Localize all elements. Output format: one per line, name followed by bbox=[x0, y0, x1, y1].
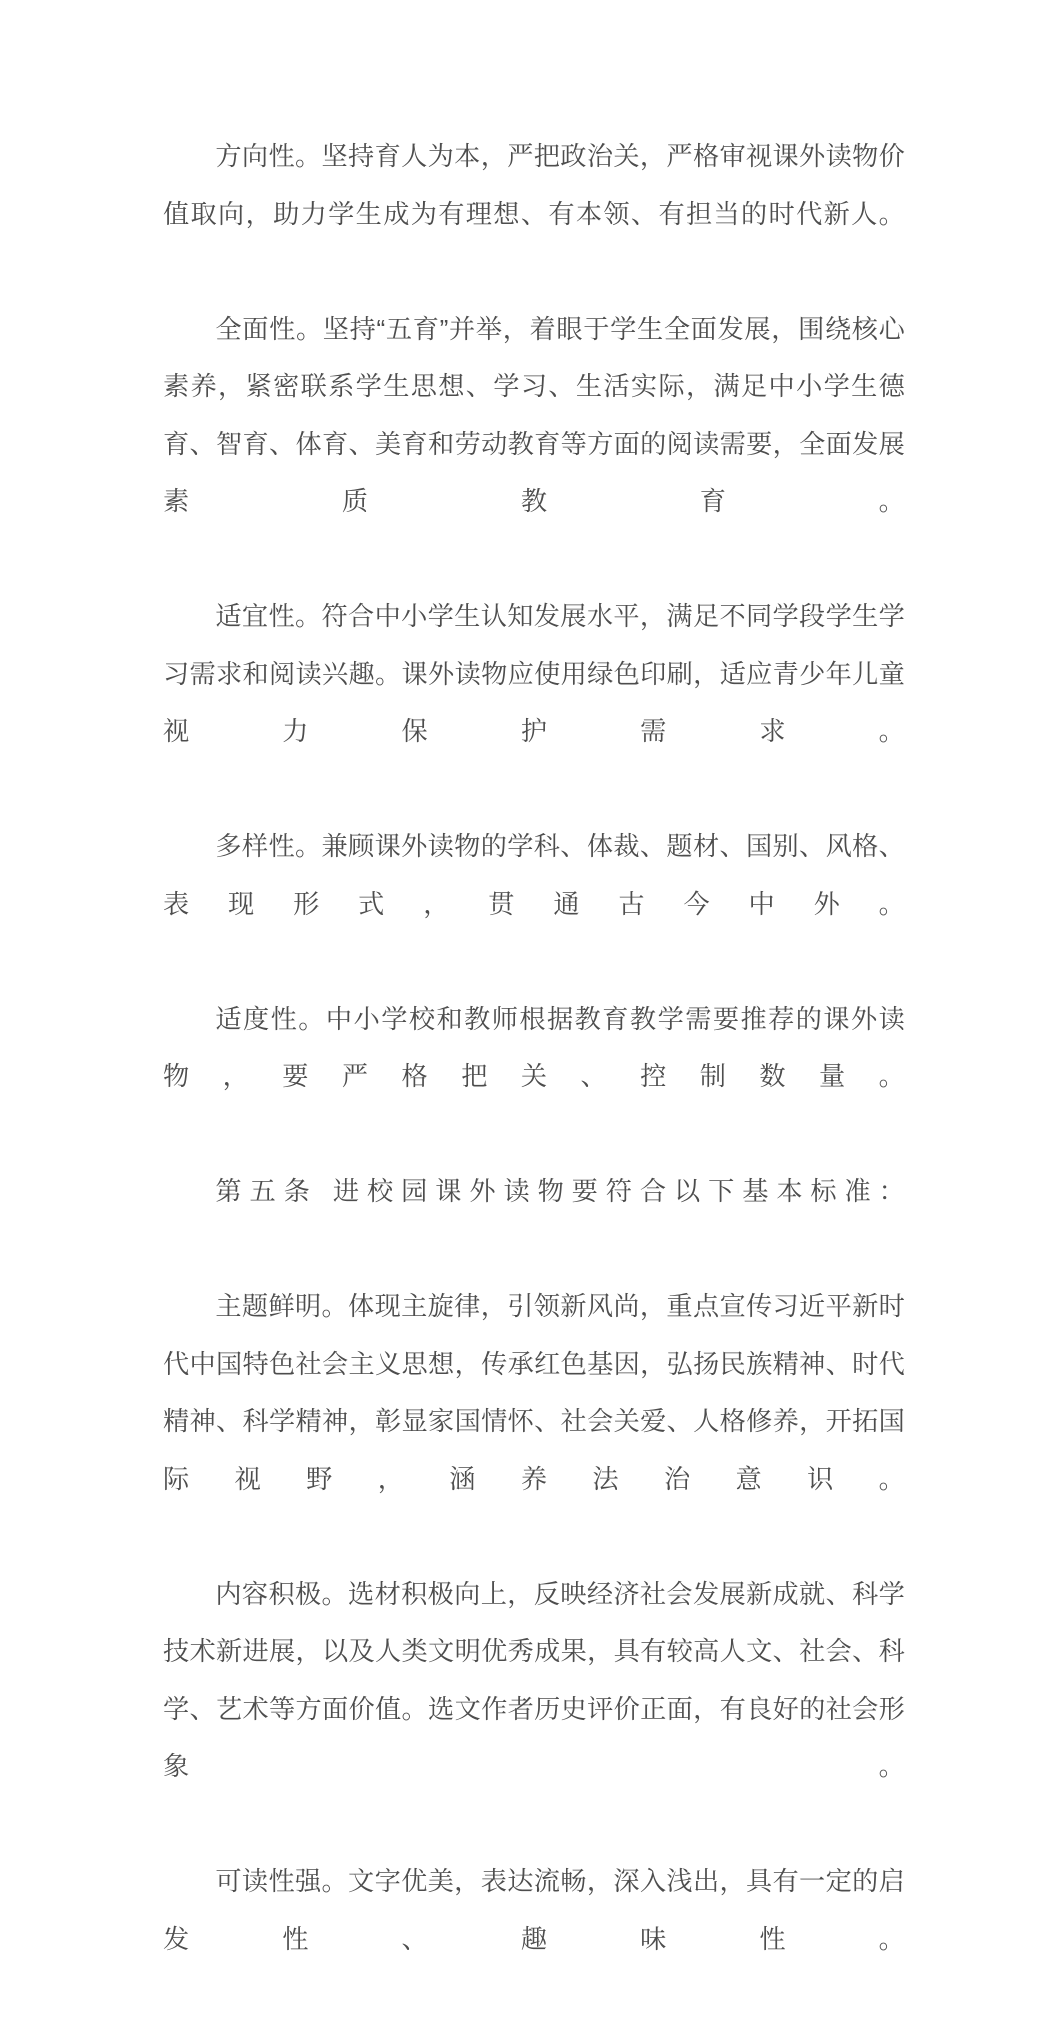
paragraph-directionality: 方向性。坚持育人为本，严把政治关，严格审视课外读物价值取向，助力学生成为有理想、有本领、有担当的时代新人。 bbox=[163, 141, 905, 229]
paragraph-clear-theme: 主题鲜明。体现主旋律，引领新风尚，重点宣传习近平新时代中国特色社会主义思想，传承红色基因，弘扬民族精神、时代精神、科学精神，彰显家国情怀、社会关爱、人格修养，开拓国际视野，涵养法治意识。 bbox=[163, 1291, 905, 1494]
paragraph-article-five-heading: 第五条 进校园课外读物要符合以下基本标准： bbox=[215, 1176, 905, 1206]
document-text-body bbox=[163, 128, 905, 2026]
paragraph-readability: 可读性强。文字优美，表达流畅，深入浅出，具有一定的启发性、趣味性。 bbox=[163, 1866, 905, 1954]
paragraph-positive-content: 内容积极。选材积极向上，反映经济社会发展新成就、科学技术新进展，以及人类文明优秀成果，具有较高人文、社会、科学、艺术等方面价值。选文作者历史评价正面，有良好的社会形象。 bbox=[163, 1578, 905, 1781]
paragraph-comprehensiveness: 全面性。坚持“五育”并举，着眼于学生全面发展，围绕核心素养，紧密联系学生思想、学习、生活实际，满足中小学生德育、智育、体育、美育和劳动教育等方面的阅读需要，全面发展素质教育。 bbox=[163, 313, 905, 516]
paragraph-suitability: 适宜性。符合中小学生认知发展水平，满足不同学段学生学习需求和阅读兴趣。课外读物应使用绿色印刷，适应青少年儿童视力保护需求。 bbox=[163, 601, 905, 746]
paragraph-moderation: 适度性。中小学校和教师根据教育教学需要推荐的课外读物，要严格把关、控制数量。 bbox=[163, 1003, 905, 1091]
paragraph-diversity: 多样性。兼顾课外读物的学科、体裁、题材、国别、风格、表现形式，贯通古今中外。 bbox=[163, 831, 905, 919]
